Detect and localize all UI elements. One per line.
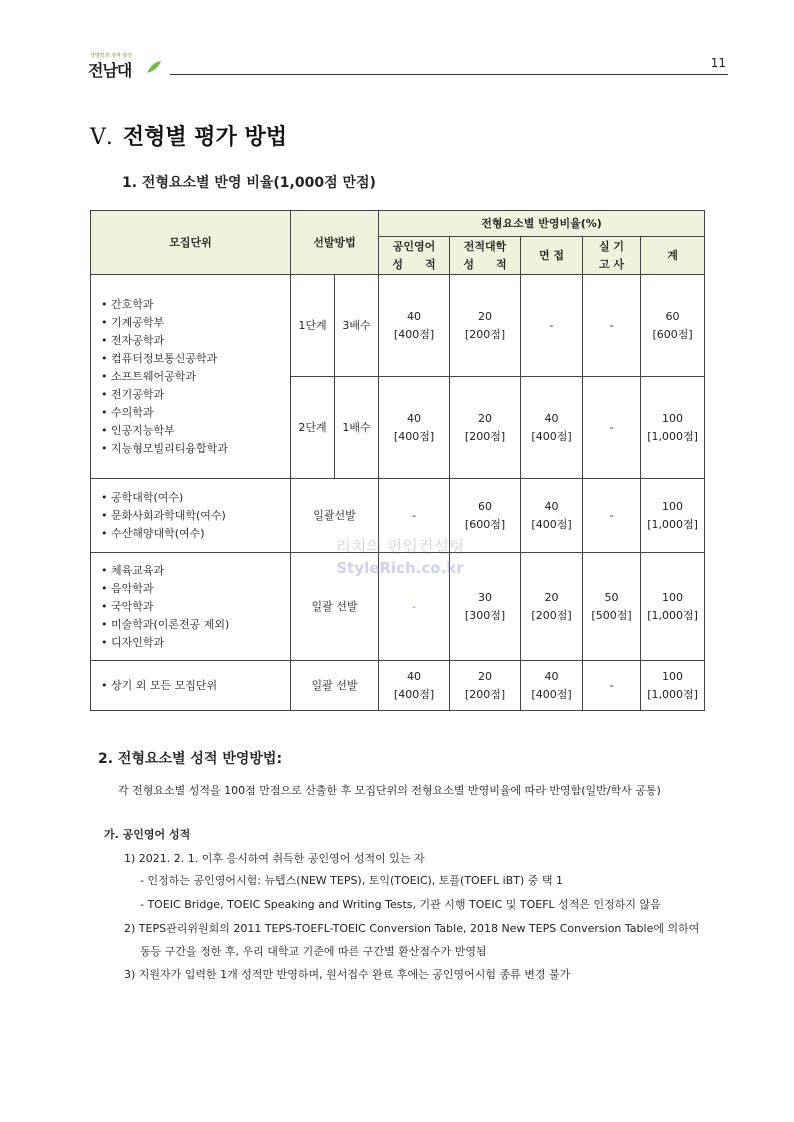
list-item: • 기계공학부: [101, 314, 290, 332]
practical-cell: -: [583, 275, 641, 377]
header-ratio-group: 전형요소별 반영비율(%): [379, 211, 705, 237]
interview-cell: -: [521, 275, 583, 377]
list-item: • 전자공학과: [101, 332, 290, 350]
list-item: • 인공지능학부: [101, 422, 290, 440]
practical-cell: 50 [500점]: [583, 553, 641, 661]
item-1a: - 인정하는 공인영어시험: 뉴텝스(NEW TEPS), 토익(TOEIC), 토플(TOEFL iBT) 중 택 1: [140, 874, 563, 887]
transfer-cell: 20 [200점]: [450, 377, 521, 479]
table-row: [91, 553, 705, 661]
method-cell: 일괄 선발: [291, 553, 379, 661]
ratio-table: [90, 210, 705, 711]
header-unit: 모집단위: [91, 211, 291, 275]
list-item: • 전기공학과: [101, 386, 290, 404]
list-item: • 국악학과: [101, 598, 290, 616]
transfer-cell: 20 [200점]: [450, 275, 521, 377]
transfer-cell: 60 [600점]: [450, 479, 521, 553]
total-cell: 100 [1,000점]: [641, 479, 705, 553]
list-item: • 체육교육과: [101, 562, 290, 580]
section-title: [90, 120, 287, 151]
total-cell: 100 [1,000점]: [641, 661, 705, 711]
total-cell: 100 [1,000점]: [641, 553, 705, 661]
list-item: • 지능형모빌리티융합학과: [101, 440, 290, 458]
list-item: • 수의학과: [101, 404, 290, 422]
stage-cell: 2단계: [291, 377, 335, 479]
list-item: • 문화사회과학대학(여수): [101, 507, 290, 525]
header-transfer: 전적대학 성 적: [450, 237, 521, 275]
method-cell: 일괄 선발: [291, 661, 379, 711]
total-cell: 100 [1,000점]: [641, 377, 705, 479]
list-item: • 상기 외 모든 모집단위: [101, 677, 290, 695]
interview-cell: 40 [400점]: [521, 661, 583, 711]
logo-slogan: 생명력과 지역 상생: [90, 53, 132, 59]
english-cell: 40 [400점]: [379, 661, 450, 711]
subsection-1-title: 1. 전형요소별 반영 비율(1,000점 만점): [122, 175, 376, 191]
method-cell: 일괄선발: [291, 479, 379, 553]
item-1: 1) 2021. 2. 1. 이후 응시하여 취득한 공인영어 성적이 있는 자: [124, 852, 425, 865]
ratio-cell: 3배수: [335, 275, 379, 377]
unit-list-group3: [91, 553, 291, 661]
english-cell: 40 [400점]: [379, 377, 450, 479]
section-title-text: 전형별 평가 방법: [122, 125, 287, 150]
subsub-a-title: 가. 공인영어 성적: [104, 828, 191, 841]
header-interview: 면 접: [521, 237, 583, 275]
list-item: • 공학대학(여수): [101, 489, 290, 507]
unit-list-group2: [91, 479, 291, 553]
page-number: 11: [710, 56, 726, 70]
table-row: [91, 479, 705, 553]
english-cell: -: [379, 553, 450, 661]
header-english: 공인영어 성 적: [379, 237, 450, 275]
table-row: [91, 275, 705, 377]
practical-cell: -: [583, 479, 641, 553]
unit-list-group4: [91, 661, 291, 711]
logo-text: 전남대: [88, 61, 132, 80]
university-logo: [88, 50, 163, 80]
list-item: • 디자인학과: [101, 634, 290, 652]
item-3: 3) 지원자가 입력한 1개 성적만 반영하며, 원서접수 완료 후에는 공인영어시험 종류 변경 불가: [124, 968, 571, 981]
header-rule: [170, 74, 728, 75]
item-2b: 동등 구간을 정한 후, 우리 대학교 기준에 따른 구간별 환산점수가 반영됨: [140, 945, 487, 958]
header-total: 계: [641, 237, 705, 275]
interview-cell: 40 [400점]: [521, 479, 583, 553]
ratio-cell: 1배수: [335, 377, 379, 479]
practical-cell: -: [583, 377, 641, 479]
practical-cell: -: [583, 661, 641, 711]
interview-cell: 20 [200점]: [521, 553, 583, 661]
header-method: 선발방법: [291, 211, 379, 275]
english-cell: -: [379, 479, 450, 553]
list-item: • 소프트웨어공학과: [101, 368, 290, 386]
list-item: • 미술학과(이론전공 제외): [101, 616, 290, 634]
list-item: • 컴퓨터정보통신공학과: [101, 350, 290, 368]
list-item: • 음악학과: [101, 580, 290, 598]
english-cell: 40 [400점]: [379, 275, 450, 377]
subsection-2-title: 2. 전형요소별 성적 반영방법:: [98, 751, 283, 767]
watermark-line1: 리치의 편입컨설팅: [335, 537, 465, 556]
watermark-line2: StyleRich.co.kr: [336, 559, 464, 577]
total-cell: 60 [600점]: [641, 275, 705, 377]
stage-cell: 1단계: [291, 275, 335, 377]
transfer-cell: 30 [300점]: [450, 553, 521, 661]
leaf-icon: [146, 60, 162, 74]
transfer-cell: 20 [200점]: [450, 661, 521, 711]
interview-cell: 40 [400점]: [521, 377, 583, 479]
header-practical: 실 기 고 사: [583, 237, 641, 275]
list-item: • 수산해양대학(여수): [101, 525, 290, 543]
section-numeral: Ⅴ.: [90, 125, 113, 150]
unit-list-group1: [91, 275, 291, 479]
intro-paragraph: 각 전형요소별 성적을 100점 만점으로 산출한 후 모집단위의 전형요소별 반영비율에 따라 반영함(일반/학사 공통): [118, 784, 661, 797]
table-row: [91, 661, 705, 711]
item-2: 2) TEPS관리위원회의 2011 TEPS-TOEFL-TOEIC Conversion Table, 2018 New TEPS Conversion Table에 의하여: [124, 922, 700, 935]
item-1b: - TOEIC Bridge, TOEIC Speaking and Writing Tests, 기관 시행 TOEIC 및 TOEFL 성적은 인정하지 않음: [140, 898, 661, 911]
page-header: [88, 50, 728, 80]
list-item: • 간호학과: [101, 296, 290, 314]
